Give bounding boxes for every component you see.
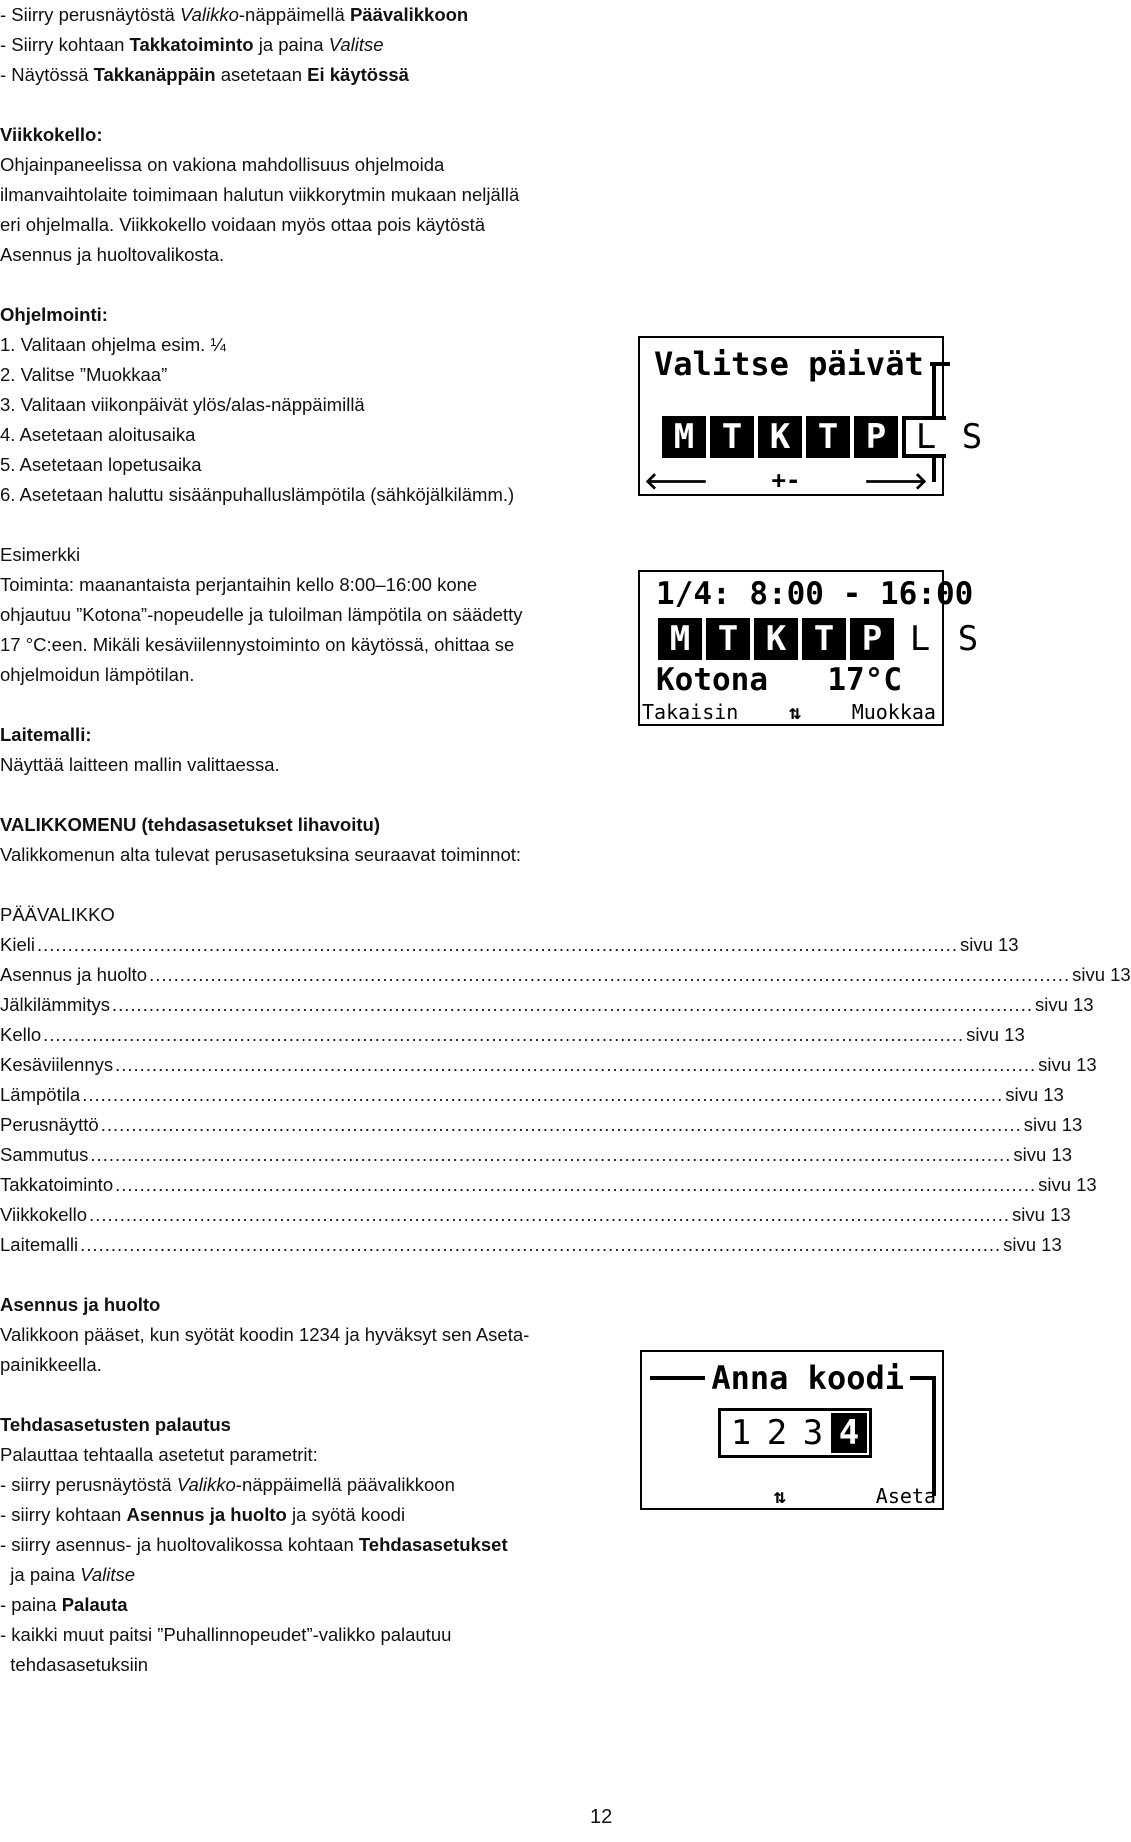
day-selector: [662, 416, 994, 458]
code-digit: 2: [766, 1413, 788, 1453]
intro-line-1: - Siirry perusnäytöstä Valikko-näppäimellä Päävalikkoon: [0, 4, 469, 25]
page-number: 12: [590, 1806, 613, 1828]
softkey-back: Takaisin: [642, 700, 739, 724]
arrow-left-icon: 🡐: [644, 466, 709, 495]
day-cell: M: [662, 416, 706, 458]
day-cell: T: [710, 416, 754, 458]
valikkomenu-text: Valikkomenun alta tulevat perusasetuksina seuraavat toiminnot:: [0, 844, 522, 865]
step-item: 2. Valitse ”Muokkaa”: [0, 364, 168, 385]
tehdas-text: Palauttaa tehtaalla asetetut parametrit:: [0, 1444, 318, 1465]
viikkokello-text: Asennus ja huoltovalikosta.: [0, 244, 225, 265]
asennus-text: painikkeella.: [0, 1354, 102, 1375]
lcd-scrollbar: [932, 1376, 936, 1496]
day-cell: T: [806, 416, 850, 458]
tehdas-step: tehdasasetuksiin: [0, 1654, 149, 1675]
code-input: [718, 1408, 872, 1458]
laitemalli-text: Näyttää laitteen mallin valittaessa.: [0, 754, 280, 775]
tehdas-step: - siirry perusnäytöstä Valikko-näppäimellä päävalikkoon: [0, 1474, 455, 1495]
viikkokello-text: ilmanvaihtolaite toimimaan halutun viikkorytmin mukaan neljällä: [0, 184, 520, 205]
esimerkki-text: 17 °C:een. Mikäli kesäviilennystoiminto on käytössä, ohittaa se: [0, 634, 515, 655]
ohjelmointi-heading: Ohjelmointi:: [0, 304, 108, 325]
lcd-select-days: [638, 336, 983, 496]
code-digit: 1: [730, 1413, 752, 1453]
softkey-set: Aseta: [875, 1484, 936, 1508]
tehdas-heading: Tehdasasetusten palautus: [0, 1414, 231, 1435]
asennus-text: Valikkoon pääset, kun syötät koodin 1234 ja hyväksyt sen Aseta-: [0, 1324, 530, 1345]
toc-row: Jälkilämmitys ..... sivu 13: [0, 990, 540, 1020]
toc-row: Laitemalli ..... sivu 13: [0, 1230, 540, 1260]
step-item: 1. Valitaan ohjelma esim. ¼: [0, 334, 226, 355]
tehdas-step: - kaikki muut paitsi ”Puhallinnopeudet”-valikko palautuu: [0, 1624, 452, 1645]
lcd-title: Anna koodi: [711, 1359, 904, 1397]
step-item: 6. Asetetaan haluttu sisäänpuhalluslämpötila (sähköjälkilämm.): [0, 484, 515, 505]
tehdas-step: ja paina Valitse: [0, 1564, 136, 1585]
lcd-temperature: 17°C: [827, 662, 902, 698]
toc-row: Viikkokello ..... sivu 13: [0, 1200, 540, 1230]
step-item: 3. Valitaan viikonpäivät ylös/alas-näppäimillä: [0, 394, 365, 415]
esimerkki-heading: Esimerkki: [0, 544, 81, 565]
viikkokello-text: Ohjainpaneelissa on vakiona mahdollisuus ohjelmoida: [0, 154, 445, 175]
step-item: 5. Asetetaan lopetusaika: [0, 454, 202, 475]
toc-row: Perusnäyttö ..... sivu 13: [0, 1110, 540, 1140]
arrow-right-icon: 🡒: [863, 466, 928, 495]
esimerkki-text: Toiminta: maanantaista perjantaihin kello 8:00–16:00 kone: [0, 574, 478, 595]
intro-line-2: - Siirry kohtaan Takkatoiminto ja paina Valitse: [0, 34, 384, 55]
toc-row: Takkatoiminto ..... sivu 13: [0, 1170, 540, 1200]
step-item: 4. Asetetaan aloitusaika: [0, 424, 196, 445]
paavalikko-heading: PÄÄVALIKKO: [0, 904, 115, 925]
day-cell: L: [898, 618, 942, 660]
toc-row: Asennus ja huolto ..... sivu 13: [0, 960, 540, 990]
lcd-title: Valitse päivät: [654, 345, 924, 383]
intro-line-3: - Näytössä Takkanäppäin asetetaan Ei käytössä: [0, 64, 409, 85]
code-digit: 3: [802, 1413, 824, 1453]
lcd-time-range: 1/4: 8:00 - 16:00: [656, 576, 974, 612]
viikkokello-heading: Viikkokello:: [0, 124, 103, 145]
plus-minus-icon: +-: [771, 466, 801, 494]
softkey-edit: Muokkaa: [851, 700, 936, 724]
day-cell: T: [706, 618, 750, 660]
day-cell: S: [950, 416, 994, 458]
day-cell: P: [854, 416, 898, 458]
asennus-heading: Asennus ja huolto: [0, 1294, 161, 1315]
code-digit-selected: 4: [831, 1413, 867, 1453]
day-cell: M: [658, 618, 702, 660]
day-selector: [658, 618, 990, 660]
toc-row: Kesäviilennys ..... sivu 13: [0, 1050, 540, 1080]
up-down-icon: ⇅: [788, 700, 802, 724]
tehdas-step: - paina Palauta: [0, 1594, 128, 1615]
valikkomenu-heading: VALIKKOMENU (tehdasasetukset lihavoitu): [0, 814, 380, 835]
toc-row: Kieli ..... sivu 13: [0, 930, 540, 960]
day-cell: P: [850, 618, 894, 660]
day-cell-cursor: L: [902, 416, 946, 458]
toc-row: Lämpötila ..... sivu 13: [0, 1080, 540, 1110]
tehdas-step: - siirry asennus- ja huoltovalikossa kohtaan Tehdasasetukset: [0, 1534, 508, 1555]
viikkokello-text: eri ohjelmalla. Viikkokello voidaan myös ottaa pois käytöstä: [0, 214, 486, 235]
toc-row: Kello ..... sivu 13: [0, 1020, 540, 1050]
lcd-program-example: [638, 570, 979, 726]
lcd-mode: Kotona: [656, 662, 768, 698]
lcd-enter-code: [640, 1350, 944, 1510]
tehdas-step: - siirry kohtaan Asennus ja huolto ja syötä koodi: [0, 1504, 406, 1525]
day-cell: S: [946, 618, 990, 660]
up-down-icon: ⇅: [773, 1484, 786, 1508]
esimerkki-text: ohjelmoidun lämpötilan.: [0, 664, 195, 685]
toc-row: Sammutus ..... sivu 13: [0, 1140, 540, 1170]
laitemalli-heading: Laitemalli:: [0, 724, 92, 745]
day-cell: K: [758, 416, 802, 458]
esimerkki-text: ohjautuu ”Kotona”-nopeudelle ja tuloilman lämpötila on säädetty: [0, 604, 523, 625]
day-cell: T: [802, 618, 846, 660]
day-cell: K: [754, 618, 798, 660]
